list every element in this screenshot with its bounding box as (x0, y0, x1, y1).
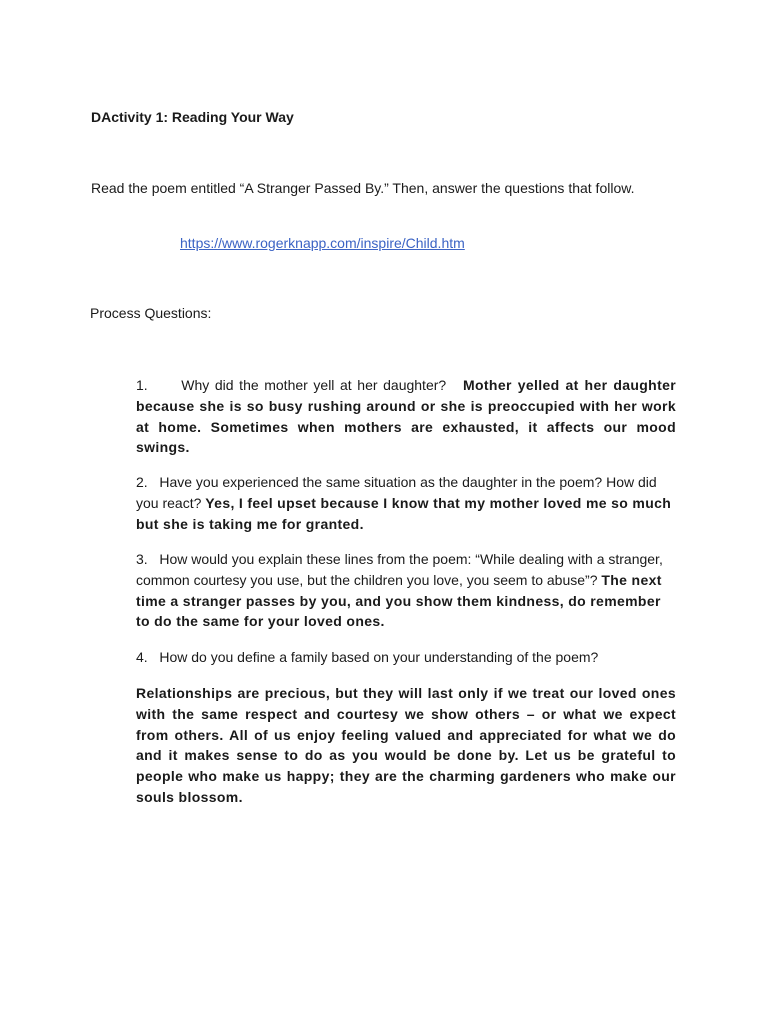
answer-text: Mother yelled at her daughter because she is so busy rushing around or she is preoccupied with her work at home. Sometimes when mothers are exhausted, it affects our mood swings. (136, 377, 677, 456)
question-text: How do you define a family based on your understanding of the poem? (159, 649, 599, 665)
question-number: 1. (136, 377, 148, 393)
question-3 (136, 549, 676, 632)
answer-text: The next time a stranger passes by you, and you show them kindness, do remember to do the same for your loved ones. (136, 571, 662, 630)
poem-link[interactable]: https://www.rogerknapp.com/inspire/Child.htm (180, 235, 465, 251)
question-text: How would you explain these lines from the poem: “While dealing with a stranger, common courtesy you use, but the children you love, you seem to abuse”? (136, 551, 663, 588)
question-2 (136, 472, 676, 534)
answer-text: Yes, I feel upset because I know that my mother loved me so much but she is taking me for granted. (136, 494, 672, 532)
process-questions-heading: Process Questions: (90, 305, 212, 321)
question-number: 3. (136, 551, 148, 567)
intro-paragraph: Read the poem entitled “A Stranger Passed By.” Then, answer the questions that follow. (91, 180, 635, 196)
question-number: 4. (136, 649, 148, 665)
question-text: Why did the mother yell at her daughter? (181, 377, 447, 393)
activity-title: DActivity 1: Reading Your Way (91, 109, 294, 125)
question-text: Have you experienced the same situation as the daughter in the poem? How did you react? (136, 474, 657, 511)
answer-4: Relationships are precious, but they will last only if we treat our loved ones with the same respect and courtesy we show others – or what we expect from others. All of us enjoy feeling valued and appreciated for what we do and it makes sense to do as you would be done by. Let us be grateful to people who make us happy; they are the charming gardeners who make our souls blossom. (136, 685, 676, 805)
question-number: 2. (136, 474, 148, 490)
question-1 (136, 375, 676, 458)
question-4 (136, 647, 676, 668)
